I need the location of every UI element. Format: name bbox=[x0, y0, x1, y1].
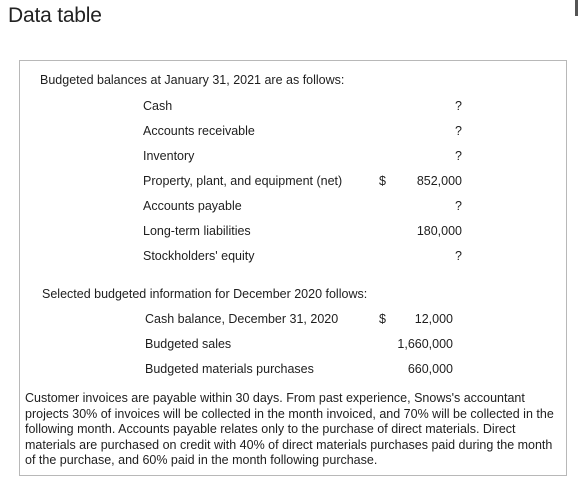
row-inventory-value: ? bbox=[455, 149, 462, 163]
row-ar-value: ? bbox=[455, 124, 462, 138]
row-ltl-label: Long-term liabilities bbox=[143, 224, 251, 238]
row-cash-value: ? bbox=[455, 99, 462, 113]
row-cash-balance-currency: $ bbox=[379, 312, 386, 326]
row-se-value: ? bbox=[455, 249, 462, 263]
section1-heading: Budgeted balances at January 31, 2021 are as follows: bbox=[40, 73, 345, 87]
row-ppe-label: Property, plant, and equipment (net) bbox=[143, 174, 343, 188]
terms-paragraph: Customer invoices are payable within 30 days. From past experience, Snows's accountant projects 30% of invoices will be collected in the month invoiced, and 70% will be collected in the following month. Accounts payable relates only to the purchase of direct materials. Direct materials are purchased on credit with 40% of direct materials purchases paid during the month of the purchase, and 60% paid in the month following purchase. bbox=[25, 391, 554, 468]
row-inventory-label: Inventory bbox=[143, 149, 195, 163]
row-ppe-currency: $ bbox=[379, 174, 386, 188]
row-ap-value: ? bbox=[455, 199, 462, 213]
row-budgeted-sales-label: Budgeted sales bbox=[145, 337, 232, 351]
row-ppe-value: 852,000 bbox=[416, 174, 462, 188]
row-se-label: Stockholders' equity bbox=[143, 249, 255, 263]
row-materials-label: Budgeted materials purchases bbox=[145, 362, 314, 376]
page-title: Data table bbox=[8, 4, 102, 27]
row-ltl-value: 180,000 bbox=[416, 224, 462, 238]
row-cash-balance-label: Cash balance, December 31, 2020 bbox=[145, 312, 339, 326]
row-ap-label: Accounts payable bbox=[143, 199, 242, 213]
row-budgeted-sales-value: 1,660,000 bbox=[397, 337, 453, 351]
section2-heading: Selected budgeted information for December 2020 follows: bbox=[42, 287, 368, 301]
row-ar-label: Accounts receivable bbox=[143, 124, 255, 138]
row-cash-balance-value: 12,000 bbox=[414, 312, 453, 326]
row-materials-value: 660,000 bbox=[407, 362, 453, 376]
data-table-panel bbox=[19, 60, 567, 476]
row-cash-label: Cash bbox=[143, 99, 173, 113]
